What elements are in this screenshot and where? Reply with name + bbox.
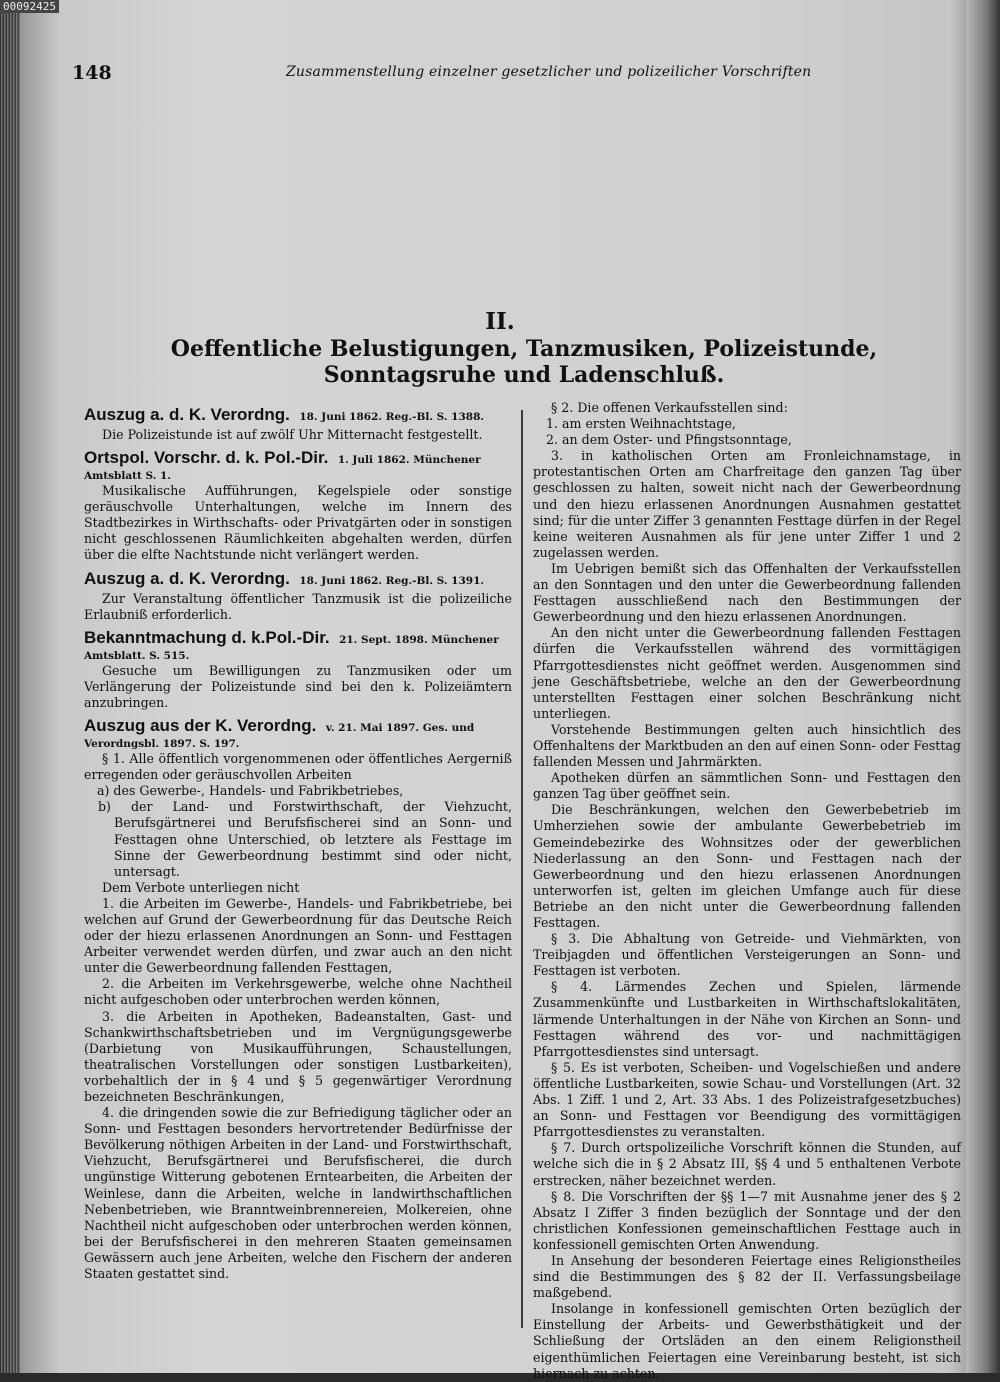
- section-3: § 3. Die Abhaltung von Getreide- und Viehmärkten, von Treibjagden und öffentlichen Versteigerungen an Sonn- und Festtagen ist verboten.: [533, 931, 961, 979]
- paragraph-3: Zur Veranstaltung öffentlicher Tanzmusik ist die polizeiliche Erlaubniß erforderlich.: [84, 590, 512, 622]
- left-column: [84, 400, 512, 1282]
- section-1: § 1. Alle öffentlich vorgenommenen oder öffentliches Aergerniß erregenden oder geräuschvollen Arbeiten: [84, 751, 512, 783]
- section-1-item-a: a) des Gewerbe-, Handels- und Fabrikbetriebes,: [97, 783, 404, 799]
- section-title: Oeffentliche Belustigungen, Tanzmusiken, Polizeistunde, Sonntagsruhe und Ladenschluß.: [170, 336, 878, 388]
- running-title: Zusammenstellung einzelner gesetzlicher und polizeilicher Vorschriften: [286, 64, 812, 80]
- paragraph-r7: Insolange in konfessionell gemischten Orten bezüglich der Einstellung der Arbeits- und Gewerbsthätigkeit und der Schließung der Ortsläden an den einem Religionstheil eigenthümlichen Feiertagen eine Vereinbarung besteht, ist sich hiernach zu achten.: [533, 1301, 961, 1381]
- paragraph-1: Die Polizeistunde ist auf zwölf Uhr Mitternacht festgestellt.: [102, 427, 483, 442]
- exception-4: 4. die dringenden sowie die zur Befriedigung täglicher oder an Sonn- und Festtagen besonders hervortretender Bedürfnisse der Bevölkerung nöthigen Arbeiten in der Land- und Forstwirthschaft, Viehzucht, Berufsgärtnerei und Berufsfischerei, die durch ungünstige Witterung gebotenen Erntearbeiten, die Arbeiten der Weinlese, dann die Arbeiten, welche in landwirthschaftlichen Nebenbetrieben, wie Branntweinbrennereien, Molkereien, ohne Nachtheil nicht aufgeschoben oder unterbrochen werden können, bei der Berufsfischerei in den mehreren Staaten gemeinsamen Gewässern auch jene Arbeiten, welche den Fischern der anderen Staaten gestattet sind.: [84, 1105, 512, 1282]
- scan-id: 00092425: [0, 0, 59, 13]
- section-1-exceptions-intro: Dem Verbote unterliegen nicht: [102, 879, 300, 895]
- paragraph-r3: Vorstehende Bestimmungen gelten auch hinsichtlich des Offenhaltens der Marktbuden an den auf einen Sonn- oder Festtag fallenden Messen und Jahrmärkten.: [533, 721, 961, 770]
- right-column: [533, 400, 961, 1382]
- paragraph-4: Gesuche um Bewilligungen zu Tanzmusiken oder um Verlängerung der Polizeistunde sind bei den k. Polizeiämtern anzubringen.: [84, 662, 512, 710]
- heading-3: Auszug a. d. K. Verordng. 18. Juni 1862. Reg.-Bl. S. 1391.: [84, 568, 485, 588]
- column-rule: [521, 410, 523, 1328]
- paragraph-r6: In Ansehung der besonderen Feiertage eines Religionstheiles sind die Bestimmungen des § 82 der II. Verfassungsbeilage maßgebend.: [533, 1252, 961, 1301]
- paragraph-r1: Im Uebrigen bemißt sich das Offenhalten der Verkaufsstellen an den Sonntagen und den unter die Gewerbeordnung fallenden Festtagen ausschließend nach den Bestimmungen der Gewerbeordnung und den hiezu erlassenen Anordnungen.: [533, 560, 961, 625]
- exception-3: 3. die Arbeiten in Apotheken, Badeanstalten, Gast- und Schankwirthschaftsbetrieben und im Vergnügungsgewerbe (Darbietung von Musikaufführungen, Schaustellungen, theatralischen Vorstellungen oder sonstigen Lustbarkeiten), vorbehaltlich der in § 4 und § 5 gegenwärtiger Verordnung bezeichneten Beschränkungen,: [84, 1008, 512, 1104]
- section-2-item-1: 1. am ersten Weihnachtstage,: [546, 416, 736, 432]
- exception-1: 1. die Arbeiten im Gewerbe-, Handels- und Fabrikbetriebe, bei welchen auf Grund der Gewerbeordnung für das Deutsche Reich oder der hiezu erlassenen Anordnungen an Sonn- und Festtagen Arbeiter verwendet werden dürfen, und zwar auch an den nicht unter die Gewerbeordnung fallenden Festtagen,: [84, 895, 512, 976]
- section-1-item-b: b) der Land- und Forstwirthschaft, der Viehzucht, Berufsgärtnerei und Berufsfischerei sind an Sonn- und Festtagen ohne Unterschied, ob letztere als Festtage im Sinne der Gewerbeordnung bestimmt sind oder nicht, untersagt.: [98, 799, 512, 879]
- book-gutter-edge: [0, 0, 20, 1373]
- heading-1: Auszug a. d. K. Verordng. 18. Juni 1862. Reg.-Bl. S. 1388.: [84, 405, 485, 424]
- exception-2: 2. die Arbeiten im Verkehrsgewerbe, welche ohne Nachtheil nicht aufgeschoben oder unterbrochen werden können,: [84, 976, 512, 1008]
- section-4: § 4. Lärmendes Zechen und Spielen, lärmende Zusammenkünfte und Lustbarkeiten in Wirthschaftslokalitäten, lärmende Unterhaltungen in der Nähe von Kirchen an Sonn- und Festtagen während des vor- und nachmittägigen Pfarrgottesdienstes sind untersagt.: [533, 979, 961, 1059]
- heading-4: Bekanntmachung d. k.Pol.-Dir. 21. Sept. 1898. Münchener: [84, 627, 499, 647]
- paragraph-r4: Apotheken dürfen an sämmtlichen Sonn- und Festtagen den ganzen Tag über geöffnet sein.: [533, 770, 961, 802]
- section-numeral: II.: [485, 308, 515, 335]
- heading-4-source: Amtsblatt. S. 515.: [84, 649, 190, 662]
- heading-2-source: Amtsblatt S. 1.: [84, 470, 171, 483]
- heading-5-source: Verordngsbl. 1897. S. 197.: [84, 738, 240, 751]
- section-2-item-3: 3. in katholischen Orten am Fronleichnamstage, in protestantischen Orten am Charfreitage den ganzen Tag über geschlossen zu halten, soweit nicht nach der Gewerbeordnung und den hiezu erlassenen Anordnungen Ausnahmen gestattet sind; für die unter Ziffer 3 genannten Festtage dürfen in der Regel keine weiteren Ausnahmen als für jene unter Ziffer 1 und 2 zugelassen werden.: [533, 448, 961, 560]
- section-5: § 5. Es ist verboten, Scheiben- und Vogelschießen und andere öffentliche Lustbarkeiten, sowie Schau- und Vorstellungen (Art. 32 Abs. 1 Ziff. 1 und 2, Art. 33 Abs. 1 des Polizeistrafgesetzbuches) an Sonn- und Festtagen vor Beendigung des vormittägigen Pfarrgottesdienstes zu veranstalten.: [533, 1059, 961, 1140]
- paragraph-r5: Die Beschränkungen, welchen den Gewerbebetrieb im Umherziehen sowie der ambulante Gewerbebetrieb im Gemeindebezirke des Wohnsitzes oder der gewerblichen Niederlassung an den Sonn- und Festtagen nach der Gewerbeordnung und den hiezu erlassenen Anordnungen unterworfen ist, gelten im gleichen Umfange auch für diese Betriebe an den nicht unter die Gewerbeordnung fallenden Festtagen.: [533, 802, 961, 930]
- page-number: 148: [72, 62, 112, 84]
- heading-5: Auszug aus der K. Verordng. v. 21. Mai 1897. Ges. und: [84, 716, 475, 736]
- section-2-item-2: 2. an dem Oster- und Pfingstsonntage,: [546, 432, 792, 448]
- paragraph-r2: An den nicht unter die Gewerbeordnung fallenden Festtagen dürfen die Verkaufsstellen während des vormittägigen Pfarrgottesdienstes nicht geöffnet werden. Ausgenommen sind jene Geschäftsbetriebe, welche an den der Gewerbeordnung unterstellten Festtagen einer solchen Beschränkung nicht unterliegen.: [533, 625, 961, 721]
- facing-page-edge: [966, 0, 1000, 1373]
- section-7: § 7. Durch ortspolizeiliche Vorschrift können die Stunden, auf welche sich die in § 2 Absatz III, §§ 4 und 5 enthaltenen Verbote erstrecken, näher bezeichnet werden.: [533, 1140, 961, 1188]
- heading-2: Ortspol. Vorschr. d. k. Pol.-Dir. 1. Juli 1862. Münchener: [84, 448, 481, 468]
- paragraph-2: Musikalische Aufführungen, Kegelspiele oder sonstige geräuschvolle Unterhaltungen, welche im Innern des Stadtbezirkes in Wirthschafts- oder Privatgärten oder in sonstigen nicht geschlossenen Räumlichkeiten abgehalten werden, dürfen über die elfte Nachtstunde nicht verlängert werden.: [84, 483, 512, 563]
- section-8: § 8. Die Vorschriften der §§ 1—7 mit Ausnahme jener des § 2 Absatz I Ziffer 3 finden bezüglich der Sonntage und der den christlichen Konfessionen gemeinschaftlichen Festtage auch in konfessionell gemischten Orten Anwendung.: [533, 1188, 961, 1252]
- section-2: § 2. Die offenen Verkaufsstellen sind:: [551, 400, 788, 415]
